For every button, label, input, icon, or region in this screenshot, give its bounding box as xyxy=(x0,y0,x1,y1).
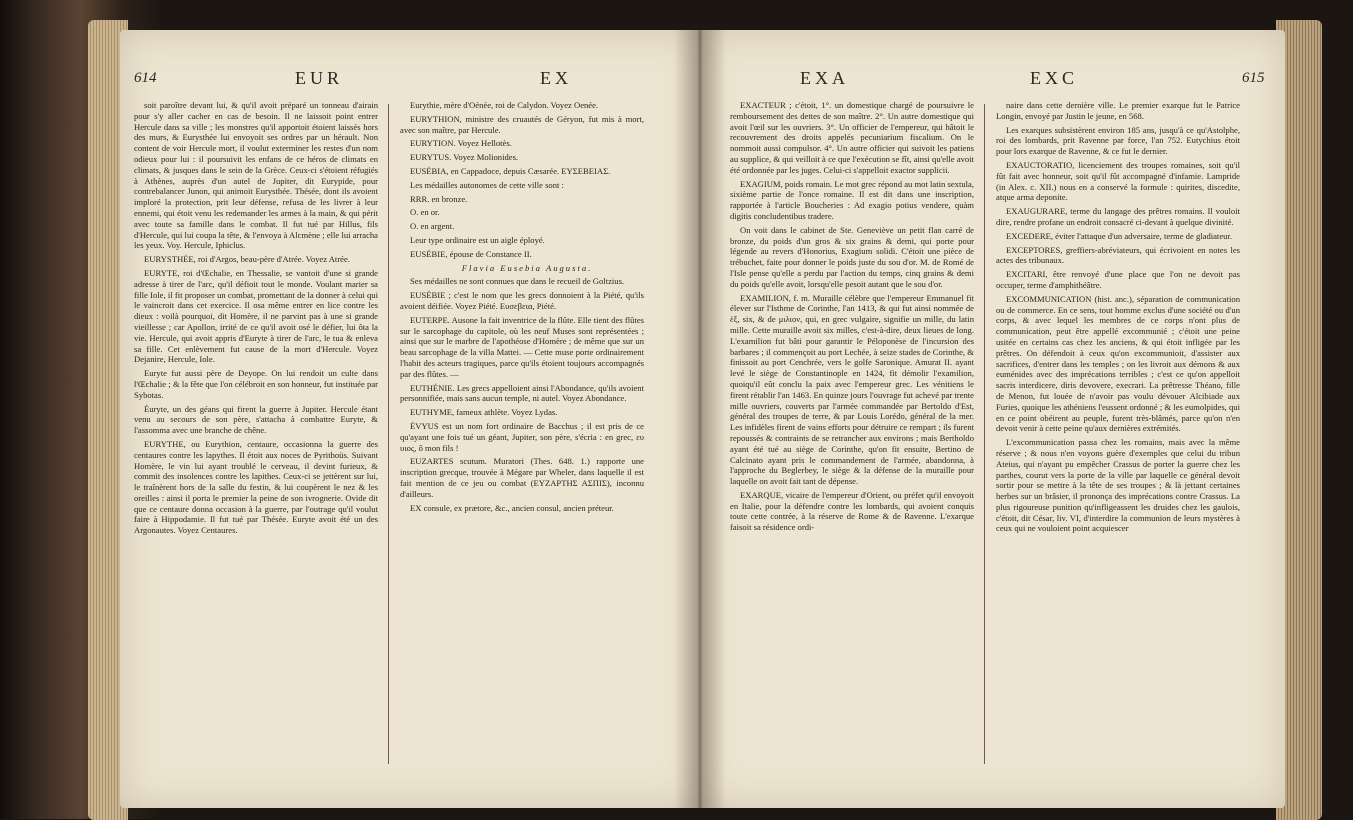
entry-paragraph: EURYTE, roi d'Œchalie, en Thessalie, se vantoit d'une si grande adresse à tirer de l'arc, qu'il défioit tout le monde. Voulant marier sa fille Iole, il fit proposer un combat, promettant de la donner à celui qui le vaincroit dans cet exercice. Il osa même entrer en lice contre les dieux : voilà pourquoi, dit Homère, il ne parvint pas à une si grande vieillesse ; car Apollon, irrité de ce qu'il avoit osé le défier, lui ôta la vie. Hercule, qui avoit appris d'Euryte à tirer de l'arc, le tua & enleva sa fille. Cet enlèvement fut cause de la mort d'Hercule. Voyez Dejanire, Hercule, Iole. xyxy=(134,267,378,365)
entry-paragraph: Leur type ordinaire est un aigle éployé. xyxy=(410,234,545,245)
entry-paragraph: EURYTION. Voyez Hellotès. xyxy=(410,138,512,149)
running-head-right-2: EXC xyxy=(1030,68,1078,88)
entry-paragraph: EXCITARI, être renvoyé d'une place que l'on ne devoit pas occuper, terme d'amphithéâtre. xyxy=(996,269,1240,290)
entry-paragraph: EURYTHION, ministre des cruautés de Géryon, fut mis à mort, avec son maître, par Hercule. xyxy=(400,113,644,135)
entry-paragraph: Euryte fut aussi père de Deyope. On lui rendoit un culte dans l'Œchalie ; & la fête que l'on célébroit en son honneur, fut instituée par Sybotas. xyxy=(134,368,378,400)
entry-paragraph: EXCOMMUNICATION (hist. anc.), séparation de communication ou de commerce. En ce sens, tout homme exclus d'une société ou d'un corps, & avec lequel les membres de ce corps n'ont plus de communication, peut être appellé excommunié ; c'étoit une peine usitée en certains cas chez les anciens, & qui étoit infligée par les prêtres. On défendoit à ceux qu'on excommunioit, d'assister aux sacrifices, d'entrer dans les temples ; on les livroit aux démons & aux euménides avec des imprécations terribles ; c'est ce qu'on appelloit sacris interdicere, diris devovere, execrari. La prêtresse Théano, fille de Menon, fut louée de n'avoir pas voulu dévouer Alcibiade aux Furies, quoique les athéniens l'eussent ordonné ; & les eumolpides, qui en ce point obéirent au peuple, furent très-blâmés, parce qu'on n'en devoit venir à cette peine qu'aux dernières extrémités. xyxy=(996,293,1240,434)
entry-paragraph: EUTHYME, fameux athlète. Voyez Lydas. xyxy=(410,407,558,418)
entry-paragraph: EUSÉBIE ; c'est le nom que les grecs donnoient à la Piété, qu'ils avoient déifiée. Voyez Piété. Ευσεβεια, Piété. xyxy=(400,290,644,311)
entry-paragraph: EUTERPE. Ausone la fait inventrice de la flûte. Elle tient des flûtes sur le sarcophage du capitole, où les neuf Muses sont représentées ; ainsi que sur le marbre de l'apothéose d'Homère ; de même que sur un beau sarcophage de la villa Mattei. — Cette muse porte ordinairement l'habit des acteurs tragiques, parce qu'ils étoient toujours accompagnés par des flûtes. — xyxy=(400,314,644,379)
entry-paragraph: soit paroître devant lui, & qu'il avoit préparé un tonneau d'airain pour s'y aller cacher en cas de besoin. Il ne laissoit point entrer Hercule dans sa ville ; les monstres qu'il apportoit étoient laissés hors des murs, & Eurysthée lui envoyoit ses ordres par un hérault. Non content de voir Hercule mort, il voulut exterminer les restes d'un nom odieux pour lui : il poursuivit les enfans de ce héros de climats en climats, & jusques dans le sein de la Grèce. Ceux-ci s'étoient réfugiés à Athènes, auprès d'un autel de Jupiter, dit Eurypide, pour contrebalancer Junon, qui animoit Eurysthée. Thésée, dont ils avoient imploré la protection, prit leur défense, refusa de les livrer à leur ennemi, qui étoit venu les redemander les armes à la main, & qui périt avec toute sa famille dans le combat. Il fut tué par Hillus, fils d'Hercule, qui lui coupa la tête, & l'envoya à Alcmène ; elle lui arracha les yeux. Voy. Hercule, Iphiclus. xyxy=(134,100,378,251)
entry-paragraph: EURYSTHÉE, roi d'Argos, beau-père d'Atrée. Voyez Atrée. xyxy=(144,254,350,265)
right-page xyxy=(700,30,1285,808)
entry-paragraph: Eurythie, mère d'Oénée, roi de Calydon. Voyez Oenée. xyxy=(410,100,599,110)
entry-paragraph: RRR. en bronze. xyxy=(410,193,468,204)
entry-paragraph: EUZARTES scutum. Muratori (Thes. 648. 1.) rapporte une inscription grecque, trouvée à Mégare par Wheler, dans laquelle il est fait mention de ce jeu ou combat (ΕΥΖΑΡΤΗΣ ΑΣΠΙΣ), inconnu d'ailleurs. xyxy=(400,456,644,499)
entry-paragraph: On voit dans le cabinet de Ste. Geneviève un petit flan carré de bronze, du poids d'un gros & six grains & demi, qui porte pour légende au revers d'Honorius, Exagium solidi. C'étoit une pièce de trébuchet, faite pour donner le poids juste du sou d'or. M. de Romé de l'Isle pense qu'elle a perdu par l'action du temps, cinq grains & demi du poids qu'elle avoit, lorsqu'elle pesoit autant que le sou d'or. xyxy=(730,224,974,289)
running-head-left-1: EUR xyxy=(295,68,343,88)
entry-paragraph: Éuryte, un des géans qui firent la guerre à Jupiter. Hercule étant venu au secours de son père, s'attacha à combattre Euryte, & l'assomma avec une branche de chêne. xyxy=(134,403,378,436)
entry-paragraph: Flavia Eusebia Augusta. xyxy=(461,262,593,273)
entry-paragraph: EUTHÉNIE. Les grecs appelloient ainsi l'Abondance, qu'ils avoient personnifiée, mais sans aucun temple, ni autel. Voyez Abondance. xyxy=(400,382,644,404)
entry-paragraph: EXAGIUM, poids romain. Le mot grec répond au mot latin sextula, sixième partie de l'once romaine. Il est dit dans une inscription, rapportée à l'article Boucheries : Ad exagio potius vendere, quàm digitis concludentibus tradere. xyxy=(730,178,974,221)
entry-paragraph: Les exarques subsistèrent environ 185 ans, jusqu'à ce qu'Astolphe, roi des lombards, prit Ravenne par force, l'an 752. Eutychius étoit pour lors exarque de Ravenne, & ce fut le dernier. xyxy=(996,124,1240,157)
entry-paragraph: EUSÉBIE, épouse de Constance II. xyxy=(410,248,532,259)
left-page-column-2 xyxy=(400,100,644,780)
entry-paragraph: EXCEDERE, éviter l'attaque d'un adversaire, terme de gladiateur. xyxy=(1006,230,1232,241)
right-page-column-2 xyxy=(996,100,1240,780)
entry-paragraph: EXAMILION, f. m. Muraille célèbre que l'empereur Emmanuel fit élever sur l'Isthme de Corinthe, l'an 1413, & qui fut ainsi nommée de ἑξ, six, & de μιλιον, qui, en grec vulgaire, signifie un mille, du latin mille. Cette muraille avoit six milles, c'est-à-dire, deux lieues de long. L'examilion fut bâti pour garantir le Péloponèse de l'incursion des barbares ; il commençoit au port Lechée, à seize stades de Corinthe, & finissoit au port Cenchrée, vers le golfe Saronique. Amurat II. ayant levé le siège de Constantinople en 1424, fit démolir l'examilion, quoiqu'il eût conclu la paix avec l'empereur grec. Les vénitiens le firent rétablir l'an 1463. En quinze jours l'ouvrage fut achevé par trente mille ouvriers, couverts par l'armée commandée par Bertoldo d'Est, général des troupes de terre, & par Louis Lorédo, général de la mer. Les infidèles firent de vains efforts pour détruire ce rempart ; ils furent repoussés & contraints de se retrancher aux environs ; mais Bertholdo ayant été tué au siège de Corinthe, qu'on fit ensuite, Bertino de Calcinato ayant pris le commandement de l'armée, abandonna, à l'approche du Beglerbey, le siège & la défense de la muraille pour laquelle on avoit fait tant de dépense. xyxy=(730,292,974,487)
right-page-column-1 xyxy=(730,100,974,780)
entry-paragraph: EURYTUS. Voyez Molionides. xyxy=(410,152,519,163)
entry-paragraph: EURYTHE, ou Eurythion, centaure, occasionna la guerre des centaures contre les lapythes. Il étoit aux noces de Pyrithoüs. Suivant Homère, le vin lui ayant troublé le cerveau, il devint furieux, & commit des insolences contre les lapithes. Ceux-ci se jettèrent sur lui, le traînèrent hors de la salle du festin, & lui coupèrent le nez & les oreilles : ainsi il porta le premier la peine de son ivrognerie. Ovide dit que ce centaure donna occasion à la guerre, par l'outrage qu'il voulut faire à Hippodamie. Il fut tué par Thésée. Euryte avoit été un des Argonautes. Voyez Centaures. xyxy=(134,438,378,536)
open-book xyxy=(28,12,1328,812)
entry-paragraph: EX consule, ex prætore, &c., ancien consul, ancien préteur. xyxy=(410,502,614,513)
page-number-right: 615 xyxy=(1242,70,1265,86)
column-rule-right xyxy=(984,104,985,764)
entry-paragraph: EUSÉBIA, en Cappadoce, depuis Cæsarée. ΕΥΣΕΒΕΙΑΣ. xyxy=(410,165,611,176)
entry-paragraph: EXARQUE, vicaire de l'empereur d'Orient, ou préfet qu'il envoyoit en Italie, pour la défendre contre les lombards, qui avoient conquis toute cette contrée, à la réserve de Rome & de Ravenne. L'exarque faisoit sa résidence ordi- xyxy=(730,489,974,533)
entry-paragraph: L'excommunication passa chez les romains, mais avec la même réserve ; & nous n'en voyons guère d'exemples que celui du tribun Ateius, qui n'ayant pu empêcher Crassus de porter la guerre chez les parthes, courut vers la porte de la ville par laquelle ce général devoit sortir pour se mettre à la tête de ses troupes ; & là jettant certaines herbes sur un brâsier, il prononça des imprécations contre Crassus. La plus rigoureuse punition qu'infligeassent les druides chez les gaulois, c'étoit, dit César, liv. VI, d'interdire la communion de leurs mystères à ceux qui ne vouloient point acquiescer xyxy=(996,437,1240,534)
entry-paragraph: ÉVYUS est un nom fort ordinaire de Bacchus ; il est pris de ce qu'ayant une fois tué un géant, Jupiter, son père, s'écria : en grec, ευ υιος, ô mon fils ! xyxy=(400,420,644,453)
left-page-column-1 xyxy=(134,100,378,780)
entry-paragraph: O. en argent. xyxy=(410,221,455,232)
entry-paragraph: EXAUCTORATIO, licenciement des troupes romaines, soit qu'il fût fait avec honneur, soit qu'il fût accompagné d'infamie. Lampride (in Alex. c. XII.) nous en a conservé la formule : quirites, discedite, atque arma deponite. xyxy=(996,159,1240,203)
entry-paragraph: EXAUGURARE, terme du langage des prêtres romains. Il vouloit dire, rendre profane un endroit consacré ci-devant à quelque divinité. xyxy=(996,206,1240,227)
running-head-left-2: EX xyxy=(540,68,572,88)
entry-paragraph: EXACTEUR ; c'étoit, 1°. un domestique chargé de poursuivre le remboursement des dettes de son maître. 2°. Un autre domestique qui avoit l'œil sur les ouvriers. 3°. Un officier de l'empereur, qui hâtoit le recouvrement des droits appelés pecuniarium fiscalium. On le nommoit aussi compulsor. 4°. Un autre officier qui suivoit les patiens au supplice, & qui veilloit à ce que l'exécution se fît, ainsi qu'elle avoit été ordonnée par les juges. Celui-ci s'appelloit exactor supplicii. xyxy=(730,100,974,175)
running-head-right-1: EXA xyxy=(800,68,849,88)
left-page xyxy=(120,30,700,808)
column-rule-left xyxy=(388,104,389,764)
entry-paragraph: Les médailles autonomes de cette ville sont : xyxy=(410,179,564,190)
entry-paragraph: EXCEPTORES, greffiers-abréviateurs, qui écrivoient en notes les actes des tribunaux. xyxy=(996,244,1240,266)
entry-paragraph: naire dans cette dernière ville. Le premier exarque fut le Patrice Longin, envoyé par Justin le jeune, en 568. xyxy=(996,100,1240,121)
entry-paragraph: O. en or. xyxy=(410,207,440,218)
entry-paragraph: Ses médailles ne sont connues que dans le recueil de Goltzius. xyxy=(410,276,625,287)
page-number-left: 614 xyxy=(134,70,157,86)
